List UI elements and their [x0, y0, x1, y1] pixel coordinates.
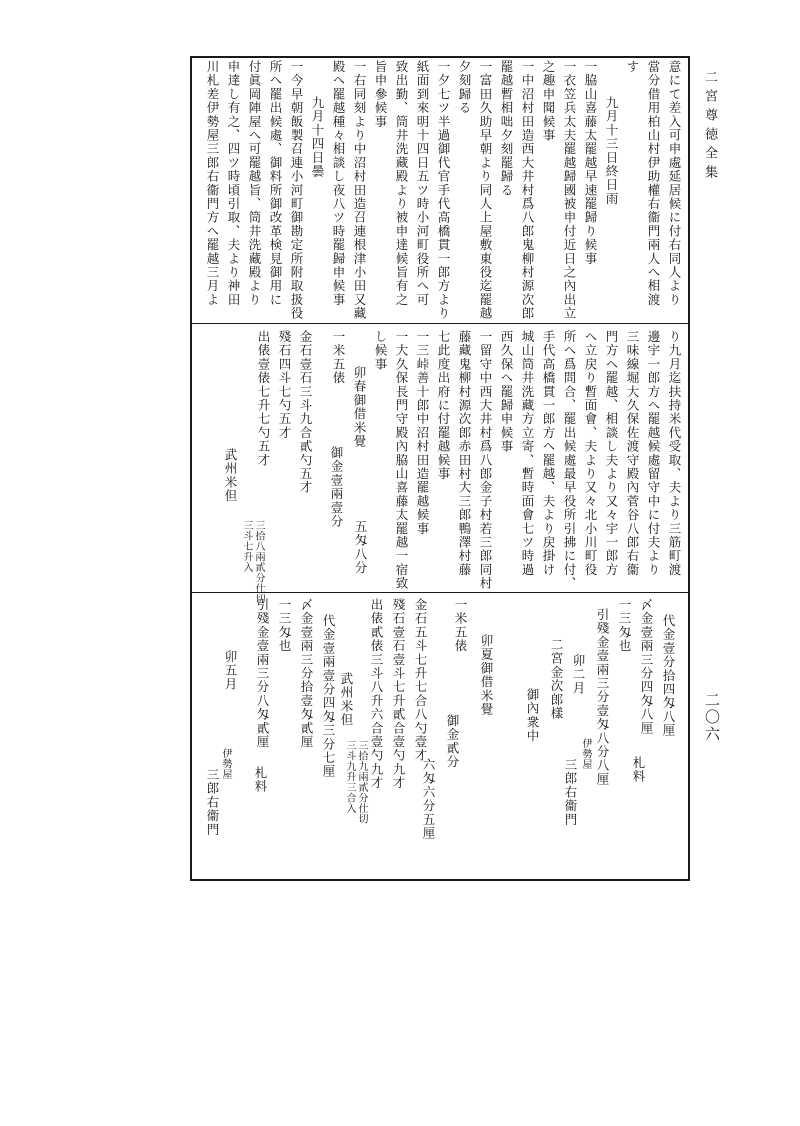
text-column: 一大久保長門守殿內脇山喜藤太罷越一宿致	[394, 330, 409, 591]
ledger-note-small: 三拾八兩貳分仕切	[253, 520, 264, 604]
ledger-line: 殘石四斗七勺五才	[277, 330, 292, 440]
ledger-line: 代金壹兩壹分四匁三分七厘	[321, 614, 336, 779]
ledger-line: 一三匁也	[277, 598, 292, 653]
text-column: り九月迄扶持米代受取、夫より三筋町渡	[667, 330, 682, 577]
band-divider	[192, 592, 688, 593]
upper-register	[192, 60, 688, 321]
ledger-line: 金石壹石三斗九合貳勺五才	[298, 330, 313, 495]
page-number: 二〇六	[703, 692, 721, 743]
ledger-heading: 卯夏御借米覺	[479, 634, 494, 717]
ledger-line: 引殘金壹兩三分八匁貳厘	[255, 598, 270, 749]
text-column: 意にて差入可申處延居候に付右同人より	[667, 60, 682, 307]
text-column: 旨申參候事	[373, 60, 388, 129]
text-column: 西久保へ罷歸申候事	[499, 330, 514, 454]
ledger-amount: 御金壹兩壹分	[329, 446, 344, 529]
text-column: 罷越暫相咄夕刻罷歸る	[499, 60, 514, 197]
diary-date: 九月十三日終日雨	[604, 96, 619, 206]
text-column: 殿へ罷越種々相談し夜八ツ時罷歸申候事	[331, 60, 346, 307]
text-column: 紙面到來明十四日五ツ時小河町役所へ可	[415, 60, 430, 307]
ledger-note-small: 三拾九兩貳分仕切	[356, 740, 367, 824]
ledger-line: 出俵貳俵三斗八升六合壹勺九才	[369, 598, 384, 790]
ledger-date: 卯二月	[571, 654, 586, 696]
ledger-line: 殘石壹石壹斗七升貳合壹勺九才	[391, 598, 406, 790]
text-column: 手代高橋貫一郎方へ罷越、夫より戻掛け	[541, 330, 556, 577]
ledger-line: 一三匁也	[617, 598, 632, 653]
ledger-note-small: 三斗九升三合入	[344, 740, 355, 814]
addressee: 御內衆中	[525, 688, 540, 743]
band-divider	[192, 323, 688, 324]
merchant-name: 伊勢屋	[220, 748, 231, 780]
addressee: 二宮金次郎樣	[549, 638, 564, 721]
merchant-name: 三郎右衞門	[205, 768, 220, 837]
ledger-line: 引殘金壹兩三分壹匁八分八厘	[595, 608, 610, 787]
text-column: 夕刻歸る	[457, 60, 472, 115]
text-column: 一三峠善十郎中沼村田造罷越候事	[415, 330, 430, 536]
ledger-line: 代金壹分拾四匁八厘	[661, 614, 676, 738]
text-column: 所へ爲問合、罷出候處最早役所引拂に付、	[562, 330, 577, 591]
ledger-line: 金石五斗七升七合八勺壹才	[413, 598, 428, 763]
text-column: 申達し有之、四ツ時頃引取、夫より神田	[226, 60, 241, 307]
text-column: 當分借用柏山村伊助權右衞門兩人へ相渡	[646, 60, 661, 307]
ledger-note: 武州米但	[339, 672, 354, 727]
text-column: 川札差伊勢屋三郎右衞門方へ罷越三月よ	[205, 60, 220, 307]
text-column: 一右同刻より中沼村田造召連根津小田又藏	[352, 60, 367, 321]
ledger-amount: 御金貳分	[445, 714, 460, 769]
ledger-note-small: 三斗七升入	[241, 520, 252, 573]
ledger-item: 一米五俵	[331, 330, 346, 385]
text-column: 一留守中西大井村爲八郎金子村若三郎同村	[478, 330, 493, 591]
text-column: 一富田久助早朝より同人上屋敷東役迄罷越	[478, 60, 493, 321]
ledger-line: 〆金壹兩三分拾壹匁貳厘	[299, 598, 314, 749]
merchant-name: 三郎右衞門	[563, 758, 578, 827]
text-column: 七此度出府に付罷越候事	[436, 330, 451, 481]
ledger-line: 出俵壹俵七升七勺五才	[256, 330, 271, 467]
ledger-amount: 五匁八分	[353, 520, 368, 575]
text-column: 一中沼村田造西大井村爲八郎鬼柳村源次郎	[520, 60, 535, 321]
text-column: 付眞岡陣屋へ可罷越旨、筒井洗藏殿より	[247, 60, 262, 307]
fee-label: 札料	[631, 756, 646, 784]
text-column: 之趣申聞候事	[541, 60, 556, 143]
ledger-line: 〆金壹兩三分四匁八厘	[639, 598, 654, 735]
text-column: 一夕七ツ半過御代官手代高橋貫一郎方より	[436, 60, 451, 321]
text-column: 門方へ罷越、相談し夫より又々宇一郎方	[604, 330, 619, 577]
text-column: 邊宇一郎方へ罷越候處留守中に付夫より	[646, 330, 661, 577]
text-column: 一衣笠兵太夫罷越歸國被申付近日之內出立	[562, 60, 577, 321]
text-column: 一脇山喜藤太罷越早速罷歸り候事	[583, 60, 598, 266]
book-title: 二宮尊徳全集	[702, 70, 717, 184]
text-frame	[190, 56, 690, 881]
fee-label: 札料	[253, 766, 268, 794]
text-column: 三味線堀大久保佐渡守殿內菅谷八郎右衞	[625, 330, 640, 577]
text-column: す	[625, 60, 640, 74]
ledger-item: 一米五俵	[453, 598, 468, 653]
text-column: 所へ罷出候處、御料所御改革検見御用に	[268, 60, 283, 307]
lower-register	[192, 598, 688, 878]
text-column: 城山筒井洗藏方立寄、暫時面會七ツ時過	[520, 330, 535, 577]
text-column: 藤藏鬼柳村源次郎赤田村大三郎鴨澤村藤	[457, 330, 472, 577]
text-column: 一今早朝飯製召連小河町御勘定所附取扱役	[289, 60, 304, 321]
text-column: 致出勤、筒井洗藏殿より被申達候旨有之	[394, 60, 409, 307]
text-column: し候事	[373, 330, 388, 372]
ledger-amount: 六匁六分五厘	[421, 758, 436, 841]
merchant-name: 伊勢屋	[580, 738, 591, 770]
ledger-heading: 卯春御借米覺	[352, 366, 367, 449]
ledger-note: 武州米但	[223, 448, 238, 503]
diary-date: 九月十四日曇	[310, 96, 325, 179]
text-column: へ立戻り暫面會、夫より又々北小川町役	[583, 330, 598, 577]
middle-register	[192, 330, 688, 604]
ledger-date: 卯五月	[223, 650, 238, 692]
